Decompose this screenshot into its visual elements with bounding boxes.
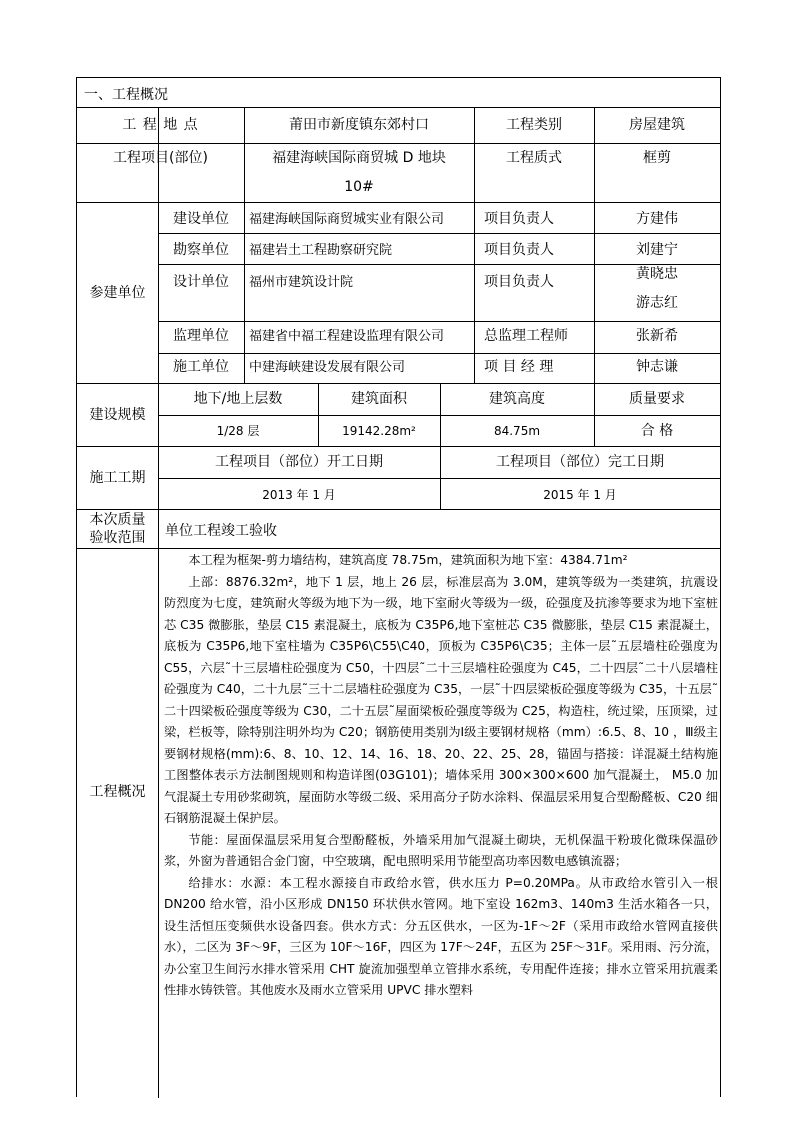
scale-header-floors: 地下/地上层数 [193, 391, 283, 407]
period-start: 2013 年 1 月 [262, 488, 336, 502]
type-value: 房屋建筑 [629, 117, 685, 133]
overview-paragraph: 给排水：水源：本工程水源接自市政给水管，供水压力 P=0.20MPa。从市政给水管引入一根 DN200 给水管，沿小区形成 DN150 环状供水管网。地下室设 162m3、140m3 生活水箱各一只，设生活恒压变频供水设备四套。供水方式：分五区供水，一区为-1F～2F（采用市政给水管网直接供水），二区为 3F～9F，三区为 10F～16F，四区为 17F～24F，五区为 25F～31F。采用雨、污分流，办公室卫生间污水排水管采用 CHT 旋流加强型单立管排水系统，专用配件连接；排水立管采用抗震柔性排水铸铁管。其他废水及雨水立管采用 UPVC 排水塑料 [164, 875, 718, 997]
scale-header-area: 建筑面积 [351, 391, 407, 407]
org-survey: 福建岩土工程勘察研究院 [249, 243, 393, 258]
scale-label: 建设规模 [89, 407, 146, 423]
role-survey: 勘察单位 [173, 242, 229, 258]
person-title-design: 项目负责人 [484, 274, 554, 290]
period-label: 施工工期 [89, 470, 146, 486]
role-construction: 建设单位 [173, 211, 229, 227]
scale-header-height: 建筑高度 [489, 391, 545, 407]
role-supervision: 监理单位 [173, 328, 229, 344]
period-start-label: 工程项目（部位）开工日期 [215, 454, 383, 470]
org-contractor: 中建海峡建设发展有限公司 [249, 360, 406, 375]
scale-height: 84.75m [493, 424, 541, 438]
person-title-supervision: 总监理工程师 [484, 328, 568, 344]
period-end-label: 工程项目（部位）完工日期 [496, 454, 664, 470]
project-label: 工程项目(部位) [113, 150, 208, 166]
overview-paragraph: 本工程为框架-剪力墙结构，建筑高度 78.75m，建筑面积为地下室：4384.71m² [188, 553, 628, 567]
person-contractor: 钟志谦 [636, 359, 678, 375]
location-label: 工 程 地 点 [122, 117, 199, 133]
participants-label: 参建单位 [89, 285, 146, 301]
overview-paragraph: 节能：屋面保温层采用复合型酚醛板，外墙采用加气混凝土砌块，无机保温干粉玻化微珠保温砂浆，外窗为普通铝合金门窗，中空玻璃，配电照明采用节能型高功率因数电感镇流器； [164, 832, 718, 868]
role-design: 设计单位 [173, 274, 229, 290]
org-design: 福州市建筑设计院 [249, 275, 354, 290]
scope-value: 单位工程竣工验收 [165, 523, 277, 539]
type-label: 工程类别 [506, 117, 562, 133]
scale-header-quality: 质量要求 [629, 391, 685, 407]
overview-text [164, 550, 718, 1096]
project-value-line1: 福建海峡国际商贸城 D 地块 [272, 150, 446, 166]
overview-paragraph: 上部：8876.32m²，地下 1 层，地上 26 层，标准层高为 3.0M，建筑等级为一类建筑，抗震设防烈度为七度，建筑耐火等级为地下为一级，地下室耐火等级为一级，砼强度及抗渗等要求为地下室桩芯 C35 微膨胀，垫层 C15 素混凝土，底板为 C35P6,地下室桩芯 C35 微膨胀，垫层 C15 素混凝土，底板为 C35P6,地下室柱墙为 C35P6\C55\C40，顶板为 C35P6\C35；主体一层˜五层墙柱砼强度为 C55，六层˜十三层墙柱砼强度为 C50，十四层˜二十三层墙柱砼强度为 C45，二十四层˜二十八层墙柱砼强度为 C40，二十九层˜三十二层墙柱砼强度为 C35，一层˜十四层梁板砼强度等级为 C35，十五层˜二十四梁板砼强度等级为 C30，二十五层˜屋面梁板砼强度等级为 C25，构造柱，统过梁，压顶梁，过梁，栏板等，除特别注明外均为 C20；钢筋使用类别为Ⅰ级主要钢材规格（mm）:6.5、8、10 ，Ⅲ级主要钢材规格(mm):6、8、10、12、14、16、18、20、22、25、28，锚固与搭接：详混凝土结构施工图整体表示方法制图规则和构造详图(03G101)；墙体采用 300×300×600 加气混凝土， M5.0 加气混凝土专用砂浆砌筑，屋面防水等级二级、采用高分子防水涂料、保温层采用复合型酚醛板、C20 细石钢筋混凝土保护层。 [164, 574, 718, 825]
section-title: 一、工程概况 [84, 87, 168, 103]
overview-label: 工程概况 [89, 784, 146, 800]
scale-quality: 合 格 [640, 423, 674, 439]
scale-floors: 1/28 层 [216, 424, 260, 438]
person-supervision: 张新希 [636, 328, 678, 344]
role-contractor: 施工单位 [173, 359, 229, 375]
location-value: 莆田市新度镇东郊村口 [289, 117, 429, 133]
person-title-construction: 项目负责人 [484, 211, 554, 227]
person-title-contractor: 项 目 经 理 [484, 359, 554, 375]
person-survey: 刘建宁 [636, 242, 678, 258]
person-construction: 方建伟 [636, 211, 678, 227]
project-value-line2: 10# [344, 179, 374, 195]
scope-label-line1: 本次质量 [89, 512, 146, 528]
scope-label-line2: 验收范围 [89, 530, 146, 546]
scale-area: 19142.28m² [342, 424, 416, 438]
quality-label: 工程质式 [506, 150, 562, 166]
period-end: 2015 年 1 月 [543, 488, 617, 502]
org-construction: 福建海峡国际商贸城实业有限公司 [249, 212, 445, 227]
person-design-1: 黄晓忠 [636, 266, 678, 282]
person-title-survey: 项目负责人 [484, 242, 554, 258]
quality-value: 框剪 [643, 150, 671, 166]
person-design-2: 游志红 [636, 295, 678, 311]
org-supervision: 福建省中福工程建设监理有限公司 [249, 329, 445, 344]
